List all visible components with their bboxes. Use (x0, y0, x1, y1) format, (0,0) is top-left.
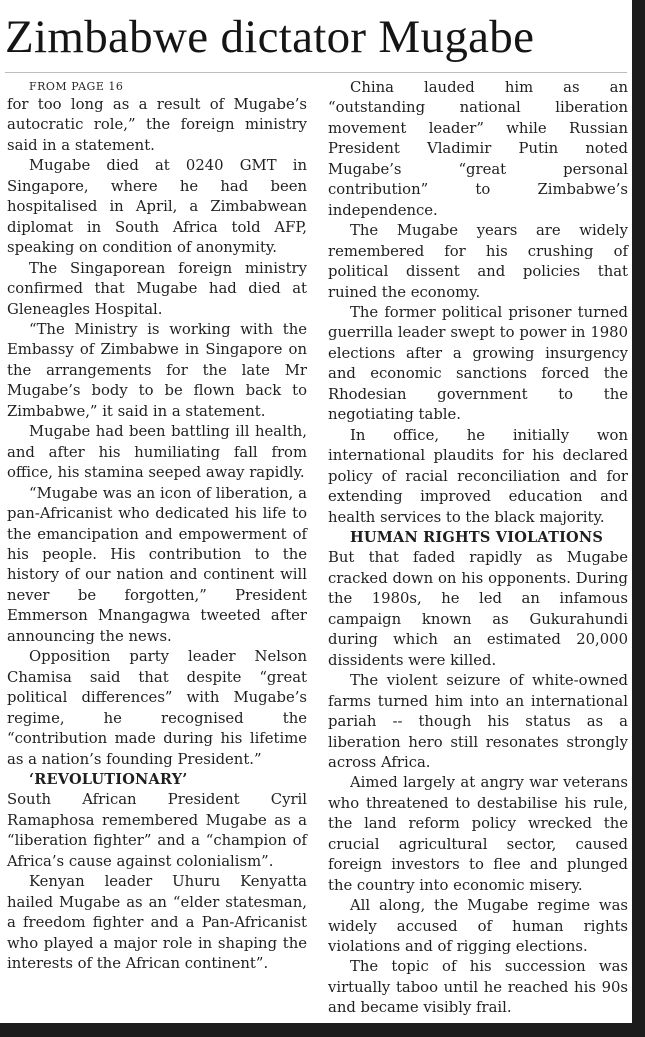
article-paragraph: Mugabe died at 0240 GMT in Singapore, where he had been hospitalised in April, a Zimbabwean diplomat in South Africa told AFP, speaking on condition of anonymity. (7, 157, 307, 257)
article-paragraph: “The Ministry is working with the Embassy of Zimbabwe in Singapore on the arrangements for the late Mr Mugabe’s body to be flown back to Zimbabwe,” it said in a statement. (7, 320, 307, 420)
article-paragraph: All along, the Mugabe regime was widely accused of human rights violations and of rigging elections. (328, 897, 628, 956)
headline: Zimbabwe dictator Mugabe (5, 11, 535, 63)
article-column-left (7, 78, 307, 974)
article-paragraph: for too long as a result of Mugabe’s autocratic role,” the foreign ministry said in a statement. (7, 96, 307, 154)
subhead-revolutionary: ‘REVOLUTIONARY’ (29, 770, 188, 788)
article-paragraph: “Mugabe was an icon of liberation, a pan-Africanist who dedicated his life to the emancipation and empowerment of his people. His contribution to the history of our nation and continent will never be forgotten,” President Emmerson Mnangagwa tweeted after announcing the news. (7, 484, 307, 645)
headline-rule (5, 72, 627, 73)
article-paragraph: Opposition party leader Nelson Chamisa said that despite “great political differences” with Mugabe’s regime, he recognised the “contribution made during his lifetime as a nation’s founding President.” (7, 648, 307, 768)
article-paragraph: Mugabe had been battling ill health, and after his humiliating fall from office, his stamina seeped away rapidly. (7, 423, 307, 482)
article-paragraph: The topic of his succession was virtually taboo until he reached his 90s and became visibly frail. (328, 958, 628, 1017)
jump-label: FROM PAGE 16 (29, 80, 124, 93)
article-paragraph: Kenyan leader Uhuru Kenyatta hailed Mugabe as an “elder statesman, a freedom fighter and a Pan-Africanist who played a major role in shaping the interests of the African continent”. (7, 873, 307, 973)
article-paragraph: But that faded rapidly as Mugabe cracked down on his opponents. During the 1980s, he led an infamous campaign known as Gukurahundi during which an estimated 20,000 dissidents were killed. (328, 549, 628, 669)
article-paragraph: South African President Cyril Ramaphosa remembered Mugabe as a “liberation fighter” and a “champion of Africa’s cause against colonialism”. (7, 791, 307, 870)
article-paragraph: The Singaporean foreign ministry confirmed that Mugabe had died at Gleneagles Hospital. (7, 259, 307, 318)
scan-border-bottom (0, 1023, 645, 1037)
scan-border-right (632, 0, 645, 1037)
article-column-right (328, 78, 628, 1019)
article-paragraph: The Mugabe years are widely remembered for his crushing of political dissent and policies that ruined the economy. (328, 222, 628, 301)
article-paragraph: The violent seizure of white-owned farms turned him into an international pariah -- though his status as a liberation hero still resonates strongly across Africa. (328, 672, 628, 771)
subhead-human-rights: HUMAN RIGHTS VIOLATIONS (350, 528, 604, 546)
article-paragraph: The former political prisoner turned guerrilla leader swept to power in 1980 elections after a growing insurgency and economic sanctions forced the Rhodesian government to the negotiating table. (328, 303, 628, 424)
article-paragraph: China lauded him as an “outstanding national liberation movement leader” while Russian President Vladimir Putin noted Mugabe’s “great personal contribution” to Zimbabwe’s independence. (328, 79, 628, 219)
article-paragraph: Aimed largely at angry war veterans who threatened to destabilise his rule, the land reform policy wrecked the crucial agricultural sector, caused foreign investors to flee and plunged the country into economic misery. (328, 774, 628, 894)
article-paragraph: In office, he initially won international plaudits for his declared policy of racial reconciliation and for extending improved education and health services to the black majority. (328, 426, 628, 526)
